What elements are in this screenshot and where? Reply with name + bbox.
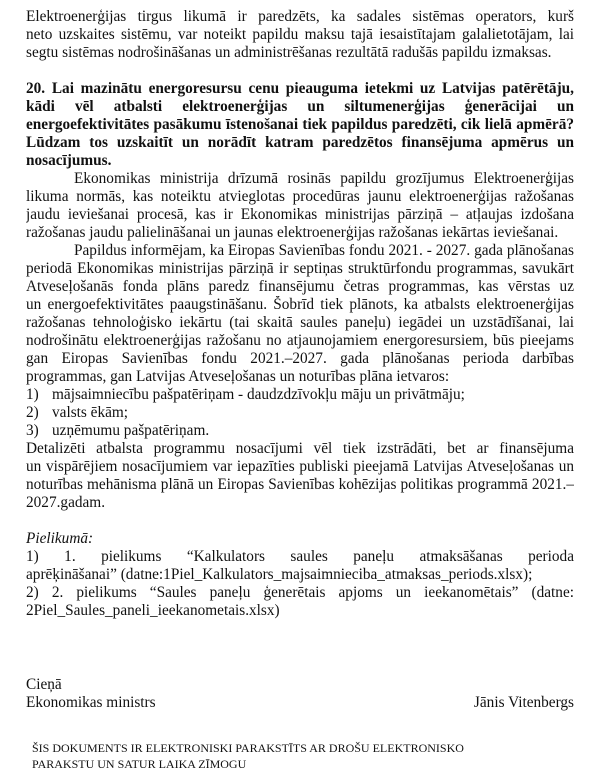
attachments-list — [26, 548, 574, 620]
text-line: neto uzskaites sistēmu, var noteikt papildu maksu tajā iesaistītajam galalietotājam, lai — [26, 26, 574, 43]
list-number: 2) — [26, 404, 39, 421]
spacer — [26, 62, 574, 80]
text-line: jaudu ieviešanai procesā, kas ir Ekonomikas ministrijas pārziņā – atļaujas izdošana — [26, 206, 574, 223]
attachment-line: 2Piel_Saules_paneli_ieekanometais.xlsx) — [26, 602, 280, 619]
text-line: Detalizēti atbalsta programmu nosacījumi vēl tiek izstrādāti, bet ar finansējuma — [26, 440, 574, 457]
text-line: periodā Ekonomikas ministrijas pārziņā ir septiņas struktūrfondu programmas, savukārt — [26, 260, 574, 277]
paragraph-details — [26, 440, 574, 512]
text-line: noturības mehānisma plānā un Eiropas Savienības kohēzijas politikas programmā 2021.– — [26, 476, 574, 493]
attachment-line: 2) 2. pielikums “Saules paneļu ģenerētais apjoms un ieekanomētais” (datne: — [26, 584, 574, 601]
text-line: segtu sistēmas nodrošināšanas un administrēšanas rezultātā radušās papildu izmaksas. — [26, 44, 552, 61]
text-line: energoefektivitātes pasākumu īstenošanai tiek papildus paredzēti, cik lielā apmērā? — [26, 116, 574, 133]
list-number: 3) — [26, 422, 39, 439]
text-line: un energoefektivitātes paaugstināšanu. Šobrīd tiek plānots, ka atbalsts elektroenerģijas — [26, 296, 574, 313]
footer-line: ŠIS DOKUMENTS IR ELEKTRONISKI PARAKSTĪTS AR DROŠU ELEKTRONISKO — [32, 741, 464, 755]
text-line: ražošanas tehnoloģisko iekārtu (tai skaitā saules paneļu) iegādei un uzstādīšanai, lai — [26, 314, 574, 331]
text-line: 2027.gadam. — [26, 494, 106, 511]
signature-block — [26, 694, 574, 712]
list-item — [26, 422, 574, 440]
text-line: nodrošinātu elektroenerģijas ražošanu no atjaunojamiem energoresursiem, būs pieejams — [26, 332, 574, 349]
text-line: gan Eiropas Savienības fondu 2021.–2027. gada plānošanas perioda darbības — [26, 350, 574, 367]
text-line: Ekonomikas ministrija drīzumā rosinās papildu grozījumus Elektroenerģijas — [74, 170, 574, 187]
list-item — [26, 404, 574, 422]
question-heading — [26, 80, 574, 170]
text-line: un vispārējiem nosacījumiem var iepazīties publiski pieejamā Latvijas Atveseļošanas un — [26, 458, 574, 475]
paragraph-ministry — [26, 170, 574, 242]
list-text: uzņēmumu pašpatēriņam. — [52, 422, 210, 439]
attachments-heading: Pielikumā: — [26, 530, 94, 547]
signer-name: Jānis Vitenbergs — [473, 694, 574, 711]
text-line: likuma normās, kas noteiktu atvieglotas procedūras jaunu elektroenerģijas ražošanas — [26, 188, 574, 205]
list-text: valsts ēkām; — [52, 404, 129, 421]
text-line: Elektroenerģijas tirgus likumā ir paredzēts, ka sadales sistēmas operators, kurš — [26, 8, 574, 25]
list-item — [26, 386, 574, 404]
list-text: mājsaimniecību pašpatēriņam - daudzdzīvokļu māju un privātmāju; — [52, 386, 465, 403]
text-line: Lūdzam tos uzskaitīt un norādīt katram paredzētos finansējuma apmērus un — [26, 134, 574, 151]
text-line: 20. Lai mazinātu energoresursu cenu pieauguma ietekmi uz Latvijas patērētāju, — [26, 80, 574, 97]
text-line: Papildus informējam, ka Eiropas Savienības fondu 2021. - 2027. gada plānošanas — [74, 242, 574, 259]
footer-line: PARAKSTU UN SATUR LAIKA ZĪMOGU — [32, 757, 247, 771]
text-line: nosacījumus. — [26, 152, 112, 169]
document-body — [26, 8, 574, 712]
signer-title: Ekonomikas ministrs — [26, 694, 156, 711]
spacer — [26, 620, 574, 676]
text-line: kādi vēl atbalsti elektroenerģijas un siltumenerģijas ģenerācijai un — [26, 98, 574, 115]
intro-paragraph — [26, 8, 574, 62]
text-line: programmas, gan Latvijas Atveseļošanas un noturības plāna ietvaros: — [26, 368, 450, 385]
list-number: 1) — [26, 386, 39, 403]
attachment-line: 1) 1. pielikums “Kalkulators saules paneļu atmaksāšanas perioda — [26, 548, 574, 565]
e-signature-notice — [32, 740, 464, 772]
paragraph-funds — [26, 242, 574, 386]
closing: Cieņā — [26, 676, 62, 693]
text-line: Atveseļošanās fonda plāns paredz finansējumu četras programmas, kas vērstas uz — [26, 278, 574, 295]
support-list — [26, 386, 574, 440]
attachment-line: aprēķināšanai” (datne:1Piel_Kalkulators_majsaimnieciba_atmaksas_periods.xlsx); — [26, 566, 533, 583]
spacer — [26, 512, 574, 530]
text-line: ražošanas jaudu palielināšanai un jaunas elektroenerģijas ražošanas iekārtas ieviešanai. — [26, 224, 559, 241]
